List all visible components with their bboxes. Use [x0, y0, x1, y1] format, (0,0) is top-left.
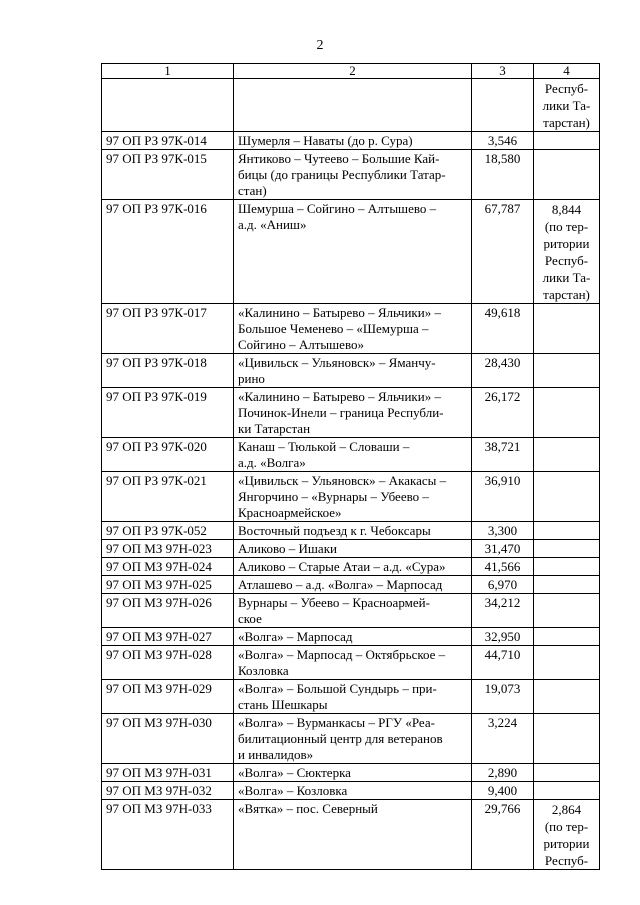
- header-col-2: 2: [234, 64, 472, 79]
- table-row: [102, 764, 600, 782]
- road-code-cell: 97 ОП МЗ 97Н-028: [102, 646, 234, 680]
- road-code-cell: 97 ОП РЗ 97К-014: [102, 132, 234, 150]
- road-note-cell: [534, 628, 600, 646]
- table-row: [102, 472, 600, 522]
- road-code-cell: 97 ОП МЗ 97Н-023: [102, 540, 234, 558]
- road-note-cell: [534, 304, 600, 354]
- road-note-cell: [534, 132, 600, 150]
- road-code-cell: 97 ОП РЗ 97К-016: [102, 200, 234, 304]
- table-body: [102, 79, 600, 870]
- road-name-cell: «Вятка» – пос. Северный: [234, 800, 472, 870]
- road-note-cell: [534, 764, 600, 782]
- road-note-cell: [534, 540, 600, 558]
- road-name-cell: Канаш – Тюлькой – Словаши – а.д. «Волга»: [234, 438, 472, 472]
- road-code-cell: 97 ОП МЗ 97Н-030: [102, 714, 234, 764]
- road-note-cell: [534, 438, 600, 472]
- road-name-cell: «Цивильск – Ульяновск» – Акакасы – Янгорчино – «Вурнары – Убеево – Красноармейское»: [234, 472, 472, 522]
- road-note-cell: [534, 472, 600, 522]
- road-note-cell: Респуб- лики Та- тарстан): [534, 79, 600, 132]
- table-row: [102, 540, 600, 558]
- table-row: [102, 304, 600, 354]
- road-code-cell: 97 ОП МЗ 97Н-027: [102, 628, 234, 646]
- road-name-cell: [234, 79, 472, 132]
- road-length-cell: 32,950: [472, 628, 534, 646]
- page-number: 2: [316, 38, 324, 53]
- road-code-cell: 97 ОП МЗ 97Н-025: [102, 576, 234, 594]
- road-name-cell: «Волга» – Сюктерка: [234, 764, 472, 782]
- road-name-cell: «Цивильск – Ульяновск» – Яманчу- рино: [234, 354, 472, 388]
- road-length-cell: 29,766: [472, 800, 534, 870]
- table-row: [102, 438, 600, 472]
- road-length-cell: 31,470: [472, 540, 534, 558]
- road-name-cell: Атлашево – а.д. «Волга» – Марпосад: [234, 576, 472, 594]
- table-row: [102, 628, 600, 646]
- road-name-cell: «Волга» – Марпосад: [234, 628, 472, 646]
- table-row: [102, 714, 600, 764]
- road-code-cell: 97 ОП МЗ 97Н-026: [102, 594, 234, 628]
- road-length-cell: 49,618: [472, 304, 534, 354]
- road-name-cell: Аликово – Старые Атаи – а.д. «Сура»: [234, 558, 472, 576]
- road-length-cell: 34,212: [472, 594, 534, 628]
- road-code-cell: 97 ОП РЗ 97К-019: [102, 388, 234, 438]
- road-length-cell: 9,400: [472, 782, 534, 800]
- road-code-cell: 97 ОП РЗ 97К-021: [102, 472, 234, 522]
- table-row: [102, 594, 600, 628]
- road-length-cell: 3,224: [472, 714, 534, 764]
- table-row: [102, 522, 600, 540]
- header-col-3: 3: [472, 64, 534, 79]
- road-name-cell: «Волга» – Козловка: [234, 782, 472, 800]
- table-row: [102, 782, 600, 800]
- road-code-cell: 97 ОП МЗ 97Н-024: [102, 558, 234, 576]
- road-code-cell: 97 ОП МЗ 97Н-033: [102, 800, 234, 870]
- road-length-cell: 44,710: [472, 646, 534, 680]
- road-note-cell: [534, 714, 600, 764]
- table-row: [102, 200, 600, 304]
- table-row: [102, 150, 600, 200]
- road-length-cell: 26,172: [472, 388, 534, 438]
- header-row: [102, 64, 600, 79]
- road-code-cell: 97 ОП РЗ 97К-017: [102, 304, 234, 354]
- table-row: [102, 388, 600, 438]
- table-row: [102, 800, 600, 870]
- road-name-cell: Восточный подъезд к г. Чебоксары: [234, 522, 472, 540]
- road-code-cell: 97 ОП РЗ 97К-018: [102, 354, 234, 388]
- road-note-cell: 8,844 (по тер- ритории Респуб- лики Та- тарстан): [534, 200, 600, 304]
- table-row: [102, 680, 600, 714]
- table-row: [102, 646, 600, 680]
- road-length-cell: 28,430: [472, 354, 534, 388]
- table-row: [102, 79, 600, 132]
- road-name-cell: Янтиково – Чутеево – Большие Кай- бицы (до границы Республики Татар- стан): [234, 150, 472, 200]
- road-name-cell: «Калинино – Батырево – Яльчики» – Большое Чеменево – «Шемурша – Сойгино – Алтышево»: [234, 304, 472, 354]
- road-note-cell: [534, 522, 600, 540]
- road-name-cell: Шумерля – Наваты (до р. Сура): [234, 132, 472, 150]
- road-length-cell: 67,787: [472, 200, 534, 304]
- road-note-cell: 2,864 (по тер- ритории Респуб-: [534, 800, 600, 870]
- road-length-cell: [472, 79, 534, 132]
- road-length-cell: 38,721: [472, 438, 534, 472]
- road-code-cell: 97 ОП МЗ 97Н-031: [102, 764, 234, 782]
- road-name-cell: Вурнары – Убеево – Красноармей- ское: [234, 594, 472, 628]
- header-col-1: 1: [102, 64, 234, 79]
- road-name-cell: Шемурша – Сойгино – Алтышево – а.д. «Аниш»: [234, 200, 472, 304]
- road-length-cell: 6,970: [472, 576, 534, 594]
- road-code-cell: 97 ОП РЗ 97К-015: [102, 150, 234, 200]
- road-length-cell: 2,890: [472, 764, 534, 782]
- road-name-cell: Аликово – Ишаки: [234, 540, 472, 558]
- road-code-cell: [102, 79, 234, 132]
- road-note-cell: [534, 782, 600, 800]
- table-row: [102, 558, 600, 576]
- road-note-cell: [534, 680, 600, 714]
- road-code-cell: 97 ОП МЗ 97Н-032: [102, 782, 234, 800]
- table-row: [102, 576, 600, 594]
- table-row: [102, 132, 600, 150]
- road-note-cell: [534, 150, 600, 200]
- road-name-cell: «Волга» – Марпосад – Октябрьское – Козловка: [234, 646, 472, 680]
- road-name-cell: «Волга» – Большой Сундырь – при- стань Шешкары: [234, 680, 472, 714]
- table-row: [102, 354, 600, 388]
- header-col-4: 4: [534, 64, 600, 79]
- road-length-cell: 36,910: [472, 472, 534, 522]
- road-length-cell: 41,566: [472, 558, 534, 576]
- road-note-cell: [534, 558, 600, 576]
- road-code-cell: 97 ОП РЗ 97К-052: [102, 522, 234, 540]
- road-note-cell: [534, 646, 600, 680]
- road-note-cell: [534, 576, 600, 594]
- road-length-cell: 18,580: [472, 150, 534, 200]
- road-code-cell: 97 ОП МЗ 97Н-029: [102, 680, 234, 714]
- road-length-cell: 3,546: [472, 132, 534, 150]
- road-name-cell: «Калинино – Батырево – Яльчики» – Починок-Инели – граница Республи- ки Татарстан: [234, 388, 472, 438]
- road-length-cell: 3,300: [472, 522, 534, 540]
- road-note-cell: [534, 388, 600, 438]
- roads-table: [101, 63, 600, 870]
- road-name-cell: «Волга» – Вурманкасы – РГУ «Реа- билитационный центр для ветеранов и инвалидов»: [234, 714, 472, 764]
- road-note-cell: [534, 354, 600, 388]
- road-length-cell: 19,073: [472, 680, 534, 714]
- road-note-cell: [534, 594, 600, 628]
- road-code-cell: 97 ОП РЗ 97К-020: [102, 438, 234, 472]
